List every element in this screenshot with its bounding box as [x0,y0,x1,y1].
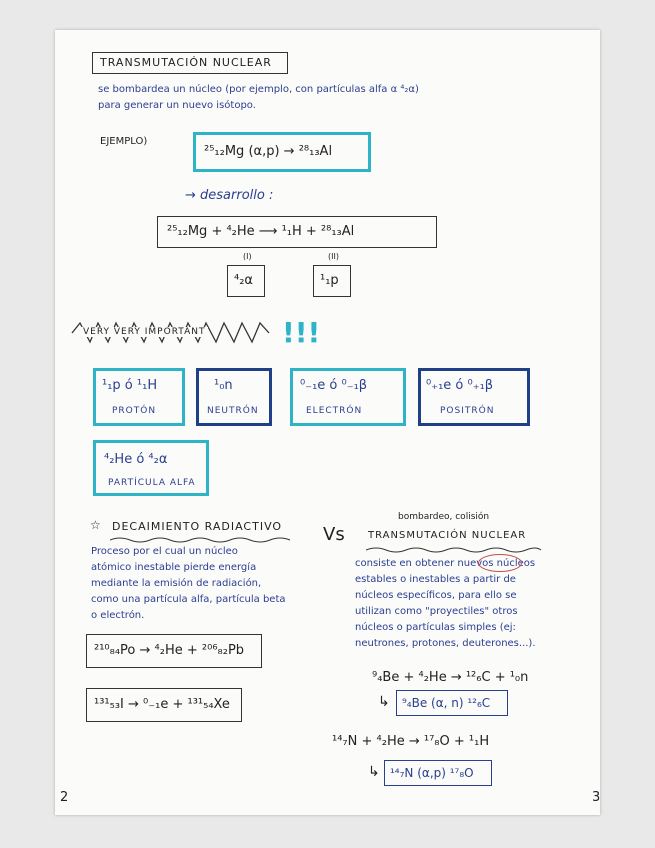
particle-name-electron: ELECTRÓN [306,406,363,416]
transmutation-box-2-text: ¹⁴₇N (α,p) ¹⁷₈O [390,766,474,780]
example-label: EJEMPLO) [100,136,148,147]
desarrollo-equation: ²⁵₁₂Mg + ⁴₂He ⟶ ¹₁H + ²⁸₁₃Al [167,224,355,239]
transmutation-box-1-text: ⁹₄Be (α, n) ¹²₆C [402,696,491,710]
particle-symbol-neutron: ¹₀n [214,378,233,393]
transmutation-title-underline [366,546,546,554]
particle-symbol-proton: ¹₁p ó ¹₁H [102,378,158,393]
decay-text-line-3: mediante la emisión de radiación, [91,578,262,589]
transmutation-text-line-4: utilizan como "proyectiles" otros [355,606,518,617]
transmutation-equation-2: ¹⁴₇N + ⁴₂He → ¹⁷₈O + ¹₁H [332,734,490,749]
particle-box-neutron [196,368,272,426]
particle-box-proton [93,368,185,426]
page-number-left: 2 [60,790,69,805]
exclaim-marks: !!! [282,316,321,349]
particle-symbol-positron: ⁰₊₁e ó ⁰₊₁β [426,378,494,393]
versus-label: Vs [323,524,345,545]
transmutation-text-line-2: estables o inestables a partir de [355,574,516,585]
particle-symbol-electron: ⁰₋₁e ó ⁰₋₁β [300,378,368,393]
arrow-mark-1: ↳ [378,694,390,710]
decay-text-line-4: como una partícula alfa, partícula beta [91,594,286,605]
particle-box-positron [418,368,530,426]
alpha-symbol: ⁴₂α [234,273,253,288]
arrow-mark-2: ↳ [368,764,380,780]
decay-text-line-1: Proceso por el cual un núcleo [91,546,238,557]
page-title: TRANSMUTACIÓN NUCLEAR [100,56,272,69]
particle-name-positron: POSITRÓN [440,406,495,416]
transmutation-title: TRANSMUTACIÓN NUCLEAR [368,530,527,541]
transmutation-equation-1: ⁹₄Be + ⁴₂He → ¹²₆C + ¹₀n [372,670,529,685]
decay-title-underline [110,536,300,544]
marker-alpha: (I) [243,252,252,261]
proton-symbol: ¹₁p [320,273,339,288]
particle-name-alpha: PARTÍCULA ALFA [108,478,196,488]
very-important-text: VERY VERY IMPORTANT [80,327,208,337]
particle-name-neutron: NEUTRÓN [207,406,259,416]
transmutation-note: bombardeo, colisión [398,512,490,522]
transmutation-text-line-6: neutrones, protones, deuterones...). [355,638,536,649]
transmutation-text-line-1: consiste en obtener nuevos núcleos [355,558,536,569]
transmutation-text-line-3: núcleos específicos, para ello se [355,590,517,601]
particle-name-proton: PROTÓN [112,406,157,416]
decay-text-line-2: atómico inestable pierde energía [91,562,257,573]
nuevos-circle [478,554,522,572]
decay-text-line-5: o electrón. [91,610,145,621]
intro-line-2: para generar un nuevo isótopo. [98,100,256,111]
decay-title: DECAIMIENTO RADIACTIVO [112,520,283,533]
page-number-right: 3 [592,790,601,805]
asterisk-mark: ☆ [90,518,101,532]
marker-proton: (II) [328,252,339,261]
decay-equation-2: ¹³¹₅₃I → ⁰₋₁e + ¹³¹₅₄Xe [94,697,230,712]
particle-box-electron [290,368,406,426]
desarrollo-label: → desarrollo : [185,188,274,203]
example-equation: ²⁵₁₂Mg (α,p) → ²⁸₁₃Al [204,144,333,159]
intro-line-1: se bombardea un núcleo (por ejemplo, con partículas alfa α ⁴₂α) [98,84,419,95]
decay-equation-1: ²¹⁰₈₄Po → ⁴₂He + ²⁰⁶₈₂Pb [94,643,245,658]
particle-symbol-alpha: ⁴₂He ó ⁴₂α [104,452,168,467]
transmutation-text-line-5: núcleos o partículas simples (ej: [355,622,516,633]
